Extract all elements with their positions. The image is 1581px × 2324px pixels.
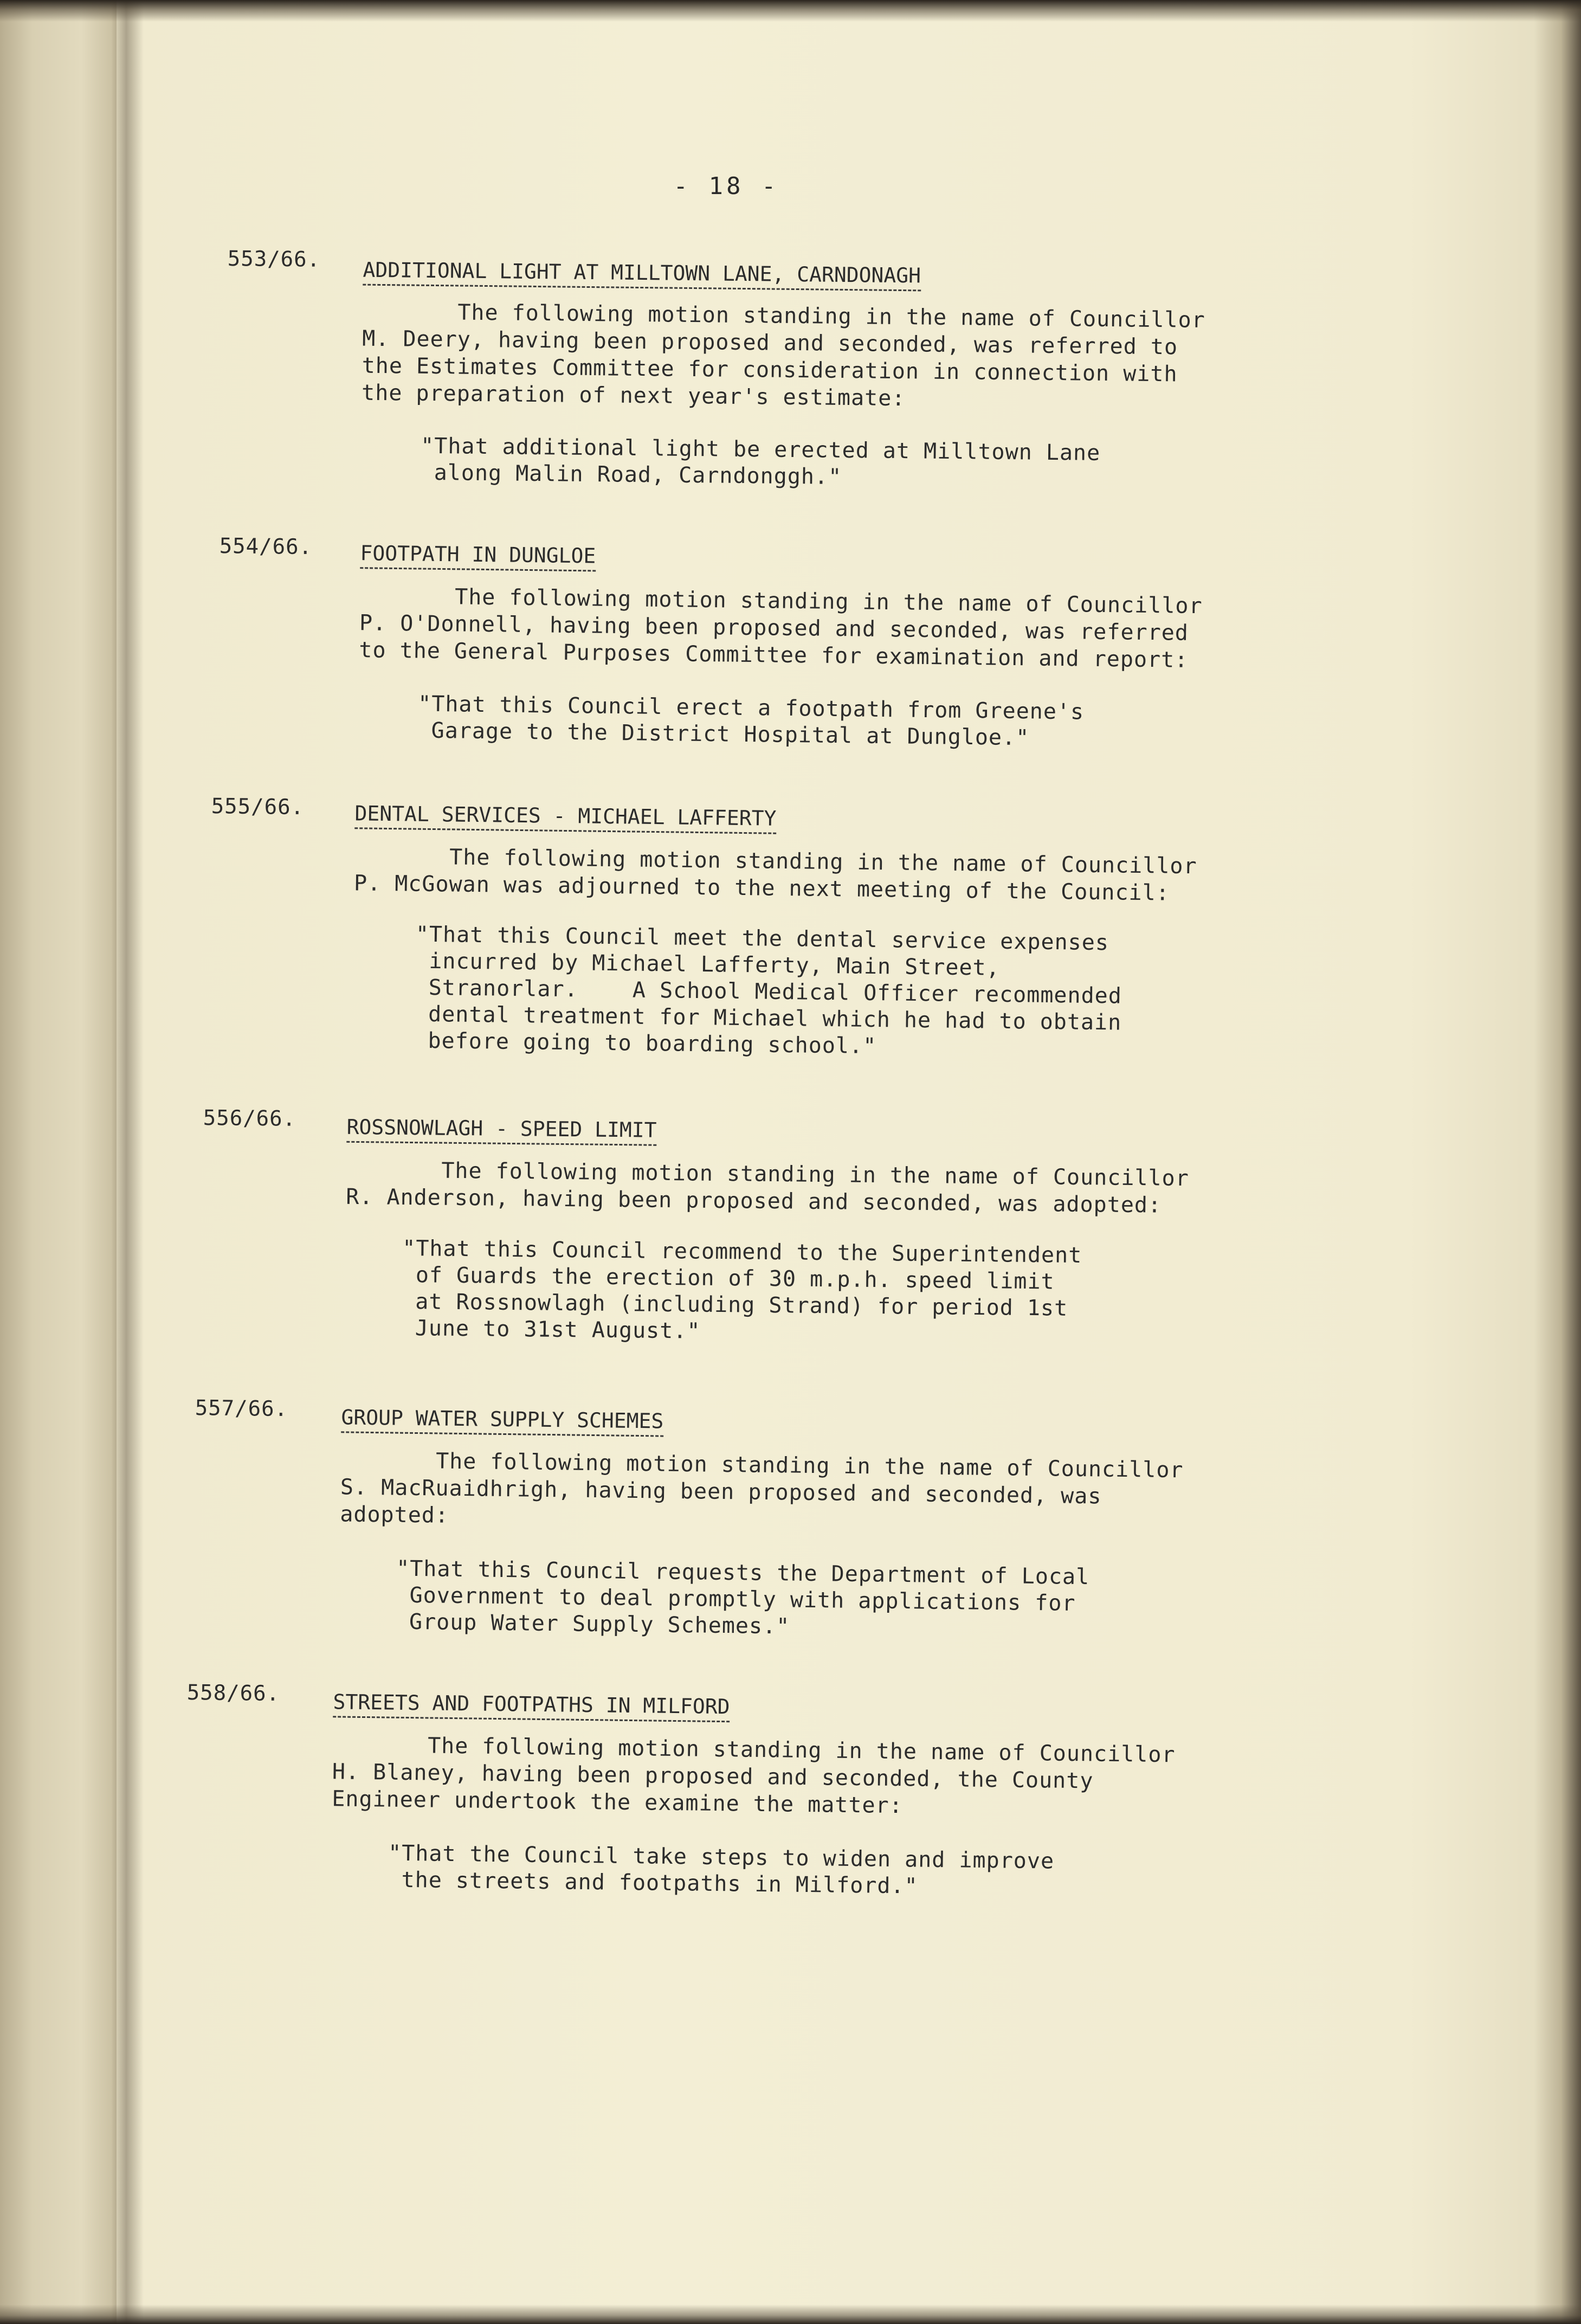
entry-number: 554/66. xyxy=(219,534,313,560)
entry-quote: "That the Council take steps to widen and improve the streets and footpaths in Milford." xyxy=(388,1840,1055,1899)
entry-body: The following motion standing in the name of Councillor H. Blaney, having been proposed and seconded, the County Engineer undertook the examine the matter: xyxy=(332,1732,1176,1819)
entry-heading: STREETS AND FOOTPATHS IN MILFORD xyxy=(333,1690,730,1722)
entry-body: The following motion standing in the name of Councillor P. O'Donnell, having been proposed and seconded, was referred to the General Purposes Committee for examination and report: xyxy=(359,583,1203,673)
entry-quote: "That this Council erect a footpath from Greene's Garage to the District Hospital at Dungloe." xyxy=(417,691,1085,751)
entry-heading: DENTAL SERVICES - MICHAEL LAFFERTY xyxy=(354,801,776,834)
entry-heading: FOOTPATH IN DUNGLOE xyxy=(360,541,596,571)
entry-body: The following motion standing in the name of Councillor R. Anderson, having been proposed and seconded, was adopted: xyxy=(346,1157,1190,1218)
entry-heading: ROSSNOWLAGH - SPEED LIMIT xyxy=(346,1115,656,1146)
page-number: - 18 - xyxy=(673,172,779,200)
bottom-edge-shadow xyxy=(0,2304,1581,2324)
entry-number: 555/66. xyxy=(211,794,305,820)
entry-quote: "That additional light be erected at Milltown Lane along Malin Road, Carndonggh." xyxy=(420,433,1101,490)
entry-number: 553/66. xyxy=(227,247,321,272)
entry-quote: "That this Council recommend to the Superintendent of Guards the erection of 30 m.p.h. speed limit at Rossnowlagh (including Strand) for period 1st June to 31st August." xyxy=(401,1235,1082,1344)
book-gutter xyxy=(111,0,144,2324)
previous-page-edge xyxy=(0,0,117,2324)
entry-body: The following motion standing in the name of Councillor P. McGowan was adjourned to the next meeting of the Council: xyxy=(353,844,1197,906)
entry-number: 556/66. xyxy=(203,1106,296,1131)
entry-number: 558/66. xyxy=(186,1681,280,1707)
entry-heading: ADDITIONAL LIGHT AT MILLTOWN LANE, CARNDONAGH xyxy=(363,258,921,292)
entry-number: 557/66. xyxy=(195,1396,288,1422)
entry-body: The following motion standing in the name of Councillor M. Deery, having been proposed and seconded, was referred to the Estimates Committee for consideration in connection with the preparation of next year's estimate: xyxy=(361,299,1206,411)
entry-heading: GROUP WATER SUPPLY SCHEMES xyxy=(341,1405,663,1437)
entry-body: The following motion standing in the name of Councillor S. MacRuaidhrigh, having been proposed and seconded, was adopted: xyxy=(340,1447,1184,1528)
entry-quote: "That this Council requests the Department of Local Government to deal promptly with applications for Group Water Supply Schemes." xyxy=(395,1556,1090,1639)
top-edge-shadow xyxy=(0,0,1581,22)
entry-quote: "That this Council meet the dental service expenses incurred by Michael Lafferty, Main Street, Stranorlar. A School Medical Officer recommended dental treatment for Michael which he had to obtain before going to boarding school." xyxy=(414,922,1122,1059)
